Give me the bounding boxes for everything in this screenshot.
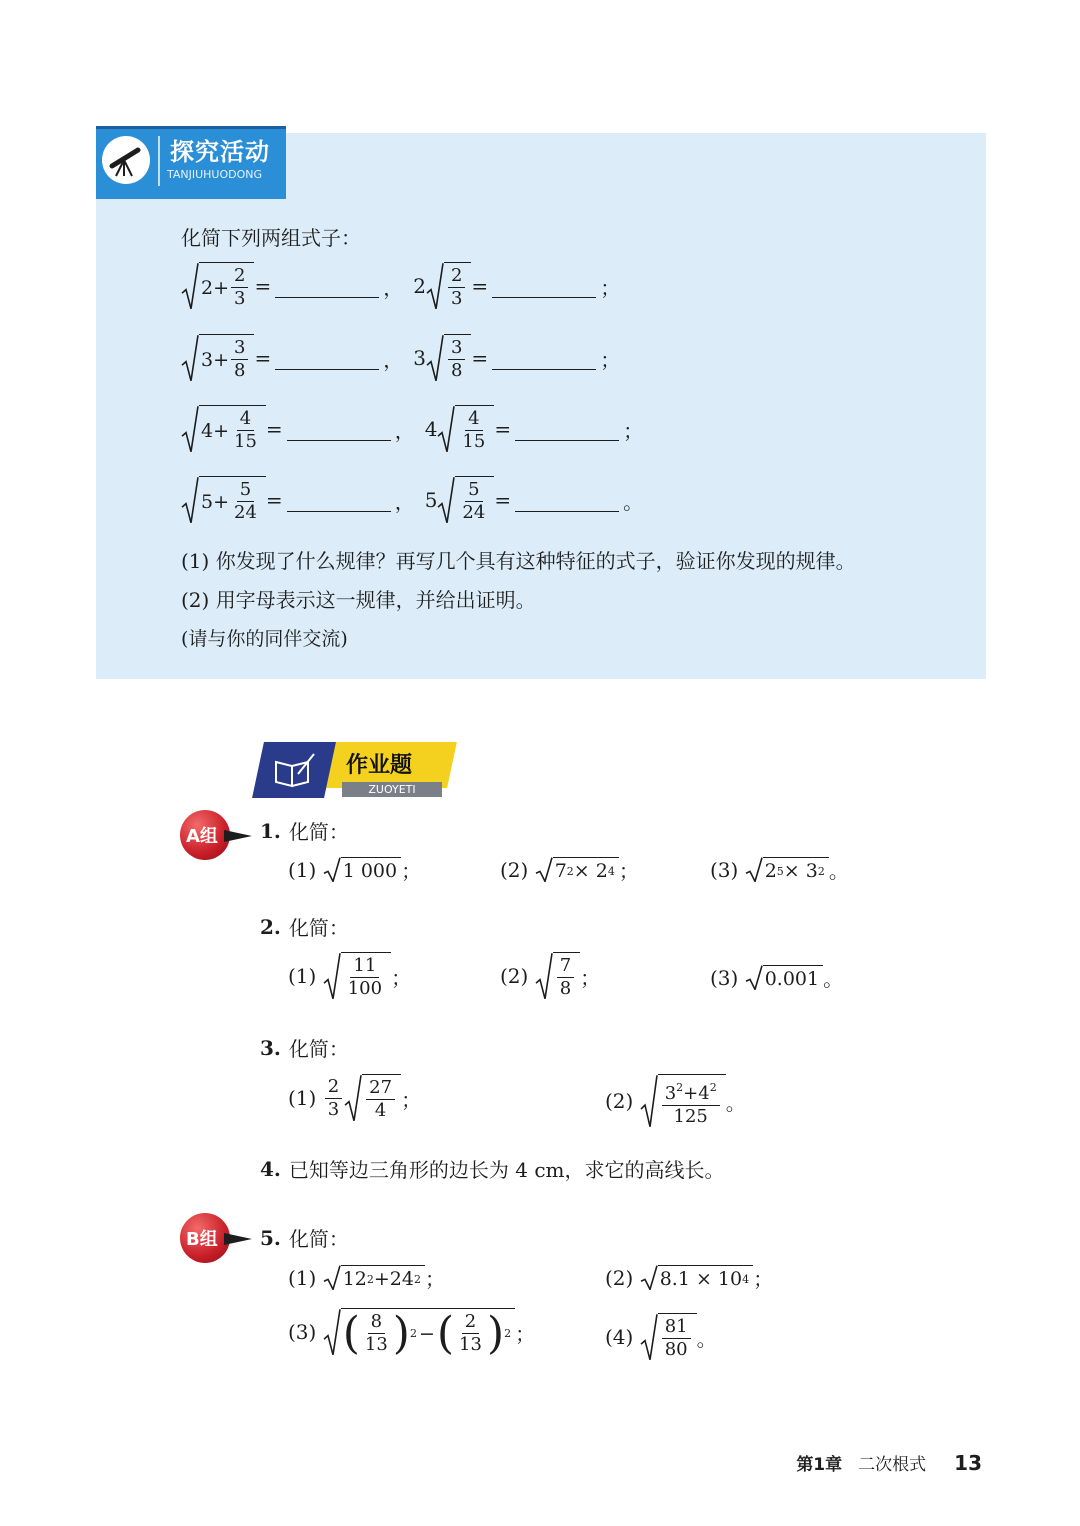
punct: 。: [823, 967, 844, 991]
punct: ；: [401, 1087, 422, 1112]
answer-blank[interactable]: [492, 347, 596, 370]
question-number: 2.: [260, 914, 281, 939]
plus-sign: +: [213, 276, 230, 299]
part-label: (2): [500, 857, 529, 882]
page-footer: [796, 1450, 982, 1475]
base: × 3: [783, 860, 818, 882]
question-number: 5.: [260, 1225, 281, 1250]
numerator: 2: [462, 1311, 479, 1334]
question-text: 已知等边三角形的边长为 4 cm，求它的高线长。: [288, 1158, 725, 1182]
answer-blank[interactable]: [492, 275, 596, 298]
question-text: 化简：: [288, 820, 349, 844]
coefficient: 3: [413, 346, 426, 370]
group-b-badge: [180, 1213, 252, 1263]
sqrt: [344, 1074, 401, 1122]
punct: ，: [394, 489, 415, 514]
book-pencil-icon: [252, 742, 336, 798]
radical-sign: [437, 405, 455, 453]
denominator: 100: [347, 978, 383, 999]
equals-sign: =: [265, 417, 283, 441]
sqrt: [181, 334, 254, 382]
explore-row: [181, 262, 620, 310]
radical-sign: [535, 952, 553, 1000]
telescope-icon: [102, 136, 150, 184]
coefficient: 2: [413, 274, 426, 298]
punct: ；: [425, 1267, 445, 1291]
denominator: 24: [234, 502, 257, 523]
question-3: [260, 1033, 349, 1062]
denominator: 15: [462, 431, 486, 452]
punct: ；: [600, 347, 621, 372]
numerator: 5: [465, 479, 482, 502]
explore-note: (请与你的同伴交流): [181, 628, 348, 650]
numerator: 3: [448, 337, 465, 360]
homework-title: 作业题: [346, 753, 413, 778]
radical-sign: [437, 476, 455, 524]
punct: ；: [401, 859, 422, 883]
q2-part-1: [288, 952, 411, 1000]
denominator: 3: [234, 288, 246, 309]
question-2: [260, 912, 349, 941]
sqrt: [640, 1313, 697, 1361]
exponent: 4: [742, 1272, 750, 1286]
answer-blank[interactable]: [287, 489, 391, 512]
equals-sign: =: [254, 274, 272, 298]
punct: ；: [580, 965, 601, 990]
denominator: 3: [450, 288, 463, 309]
sqrt: [323, 857, 401, 882]
numerator: 8: [368, 1311, 385, 1334]
radical-sign: [426, 334, 444, 382]
sqrt: [640, 1074, 726, 1128]
answer-blank[interactable]: [275, 347, 379, 370]
equals-sign: =: [494, 417, 512, 441]
homework-subtitle: ZUOYETI: [342, 782, 442, 797]
question-number: 1.: [260, 818, 281, 843]
radicand-text: 1 000: [342, 860, 398, 882]
base: +4: [683, 1083, 710, 1104]
base: 3: [664, 1083, 677, 1104]
numerator: 27: [366, 1077, 395, 1100]
q1-part-1: [288, 855, 421, 884]
q2-part-2: [500, 952, 600, 1000]
radical-sign: [640, 1074, 658, 1128]
numerator: 11: [350, 955, 379, 978]
sqrt: [745, 965, 823, 990]
radical-sign: [640, 1265, 658, 1290]
group-a-label: A组: [186, 826, 218, 847]
exponent: 2: [414, 1272, 421, 1286]
part-label: (2): [605, 1089, 634, 1113]
punct: ；: [623, 418, 644, 443]
exponent: 2: [566, 864, 574, 878]
radical-sign: [344, 1074, 362, 1122]
numerator: 5: [237, 479, 254, 502]
denominator: 8: [450, 360, 463, 381]
exponent: 2: [366, 1272, 374, 1286]
homework-header: [258, 742, 454, 800]
part-label: (2): [500, 964, 529, 988]
q5-part-1: [288, 1263, 445, 1292]
punct: 。: [623, 489, 644, 514]
q1-part-3: [710, 855, 849, 884]
integer: 3: [201, 348, 214, 371]
sqrt: [323, 952, 391, 1000]
numerator: 3: [231, 337, 248, 360]
chapter-number: 第1章: [796, 1455, 843, 1475]
part-label: (1): [288, 1086, 317, 1110]
sqrt: [437, 405, 494, 453]
coefficient-fraction: [325, 1076, 342, 1121]
q5-part-4: [605, 1313, 717, 1361]
punct: ；: [618, 859, 639, 883]
punct: ；: [600, 275, 621, 300]
punct: 。: [828, 859, 849, 883]
base: 12: [342, 1268, 367, 1290]
explore-subtitle: TANJIUHUODONG: [167, 168, 263, 181]
part-label: (3): [710, 965, 739, 990]
explore-row: [181, 476, 643, 524]
denominator: 8: [234, 360, 246, 381]
explore-header: [96, 118, 290, 196]
radicand-text: 0.001: [764, 968, 820, 990]
sqrt: ( $\frac{8}{13}$ ) 2 − ( $\frac{2}{13}$ ) 2: [323, 1308, 515, 1356]
exponent: 2: [676, 1081, 684, 1094]
exponent: 2: [817, 864, 825, 878]
explore-intro: 化简下列两组式子：: [181, 226, 361, 250]
part-label: (1): [288, 964, 317, 988]
radical-sign: [323, 1265, 341, 1290]
coefficient: 4: [424, 417, 438, 441]
part-label: (4): [605, 1325, 634, 1349]
numerator: 2: [448, 265, 465, 288]
question-text: 化简：: [288, 916, 349, 940]
radical-sign: [323, 1308, 341, 1356]
plus-sign: +: [213, 419, 230, 442]
answer-blank[interactable]: [515, 418, 619, 441]
question-number: 3.: [260, 1035, 281, 1060]
sqrt: [181, 405, 266, 453]
sqrt: [426, 262, 471, 310]
q2-part-3: [710, 963, 843, 992]
equals-sign: =: [471, 274, 489, 298]
coefficient: 5: [424, 488, 438, 512]
question-5: [260, 1223, 349, 1252]
radical-sign: [640, 1313, 658, 1361]
sqrt: [745, 857, 829, 882]
plus-sign: +: [213, 490, 230, 513]
radical-sign: [535, 857, 553, 882]
group-a-badge: [180, 810, 252, 860]
explore-title: 探究活动: [170, 138, 270, 166]
radical-sign: [426, 262, 444, 310]
denominator: 13: [459, 1334, 482, 1355]
plus-sign: +: [213, 348, 230, 371]
punct: ，: [383, 275, 404, 300]
part-label: (3): [710, 857, 739, 882]
equals-sign: =: [494, 488, 512, 512]
question-4: [260, 1154, 725, 1183]
base: 8.1 × 10: [659, 1268, 743, 1290]
equals-sign: =: [471, 346, 489, 370]
radical-sign: [745, 965, 763, 990]
punct: ；: [515, 1321, 536, 1346]
punct: ；: [753, 1267, 774, 1291]
sqrt: [181, 476, 266, 524]
integer: 5: [201, 490, 214, 513]
radical-sign: [181, 334, 199, 382]
sqrt: [535, 952, 580, 1000]
q5-part-3: [288, 1307, 536, 1359]
question-text: 化简：: [288, 1037, 349, 1061]
punct: ；: [391, 965, 412, 990]
explore-question-1: (1) 你发现了什么规律？再写几个具有这种特征的式子，验证你发现的规律。: [181, 549, 856, 573]
punct: ，: [394, 418, 415, 443]
exponent: 2: [409, 1327, 417, 1340]
radical-sign: [181, 476, 199, 524]
denominator: 24: [462, 502, 486, 523]
exponent: 2: [504, 1327, 512, 1340]
numerator: 4: [237, 408, 254, 431]
numerator: 2: [231, 265, 248, 288]
numerator: 4: [465, 408, 482, 431]
page-number: 13: [954, 1450, 982, 1475]
sqrt: [640, 1265, 753, 1290]
denominator: 4: [374, 1100, 387, 1121]
punct: 。: [725, 1090, 746, 1115]
base: 7: [554, 860, 567, 882]
explore-question-2: (2) 用字母表示这一规律，并给出证明。: [181, 588, 536, 612]
exponent: 2: [709, 1081, 717, 1094]
numerator: 2: [325, 1076, 342, 1099]
answer-blank[interactable]: [275, 275, 379, 298]
sqrt: [181, 262, 254, 310]
base: 2: [764, 860, 777, 882]
numerator: 81: [662, 1316, 691, 1339]
answer-blank[interactable]: [515, 489, 619, 512]
integer: 4: [201, 419, 214, 442]
denominator: 80: [664, 1339, 688, 1360]
explore-row: [181, 334, 620, 382]
radical-sign: [181, 262, 199, 310]
question-number: 4.: [260, 1156, 281, 1181]
part-label: (1): [288, 1265, 317, 1290]
answer-blank[interactable]: [287, 418, 391, 441]
equals-sign: =: [254, 346, 272, 370]
part-label: (3): [288, 1320, 317, 1344]
group-b-label: B组: [186, 1229, 218, 1250]
denominator: 15: [234, 431, 257, 452]
radical-sign: [323, 857, 341, 882]
radical-sign: [323, 952, 341, 1000]
explore-row: [181, 405, 643, 453]
numerator: 7: [557, 955, 574, 978]
question-1: [260, 816, 349, 845]
equals-sign: =: [265, 488, 283, 512]
q3-part-2: [605, 1074, 746, 1128]
radical-sign: [181, 405, 199, 453]
part-label: (1): [288, 857, 317, 882]
sqrt: [535, 857, 619, 882]
sqrt: [323, 1265, 425, 1290]
sqrt: [426, 334, 471, 382]
denominator: 8: [559, 978, 572, 999]
base: × 2: [573, 860, 608, 882]
sqrt: [437, 476, 494, 524]
base: +24: [373, 1268, 414, 1290]
denominator: 3: [327, 1098, 340, 1120]
radical-sign: [745, 857, 763, 882]
punct: 。: [696, 1326, 717, 1351]
exponent: 5: [776, 864, 784, 878]
punct: ，: [383, 347, 404, 372]
minus-sign: −: [418, 1322, 435, 1345]
exponent: 4: [607, 864, 615, 878]
part-label: (2): [605, 1265, 634, 1290]
q5-part-2: [605, 1263, 773, 1292]
integer: 2: [201, 276, 214, 299]
question-text: 化简：: [288, 1227, 349, 1251]
denominator: 125: [673, 1106, 708, 1127]
denominator: 13: [364, 1334, 388, 1355]
chapter-title: 二次根式: [858, 1455, 927, 1475]
q1-part-2: [500, 855, 639, 884]
q3-part-1: [288, 1074, 421, 1122]
